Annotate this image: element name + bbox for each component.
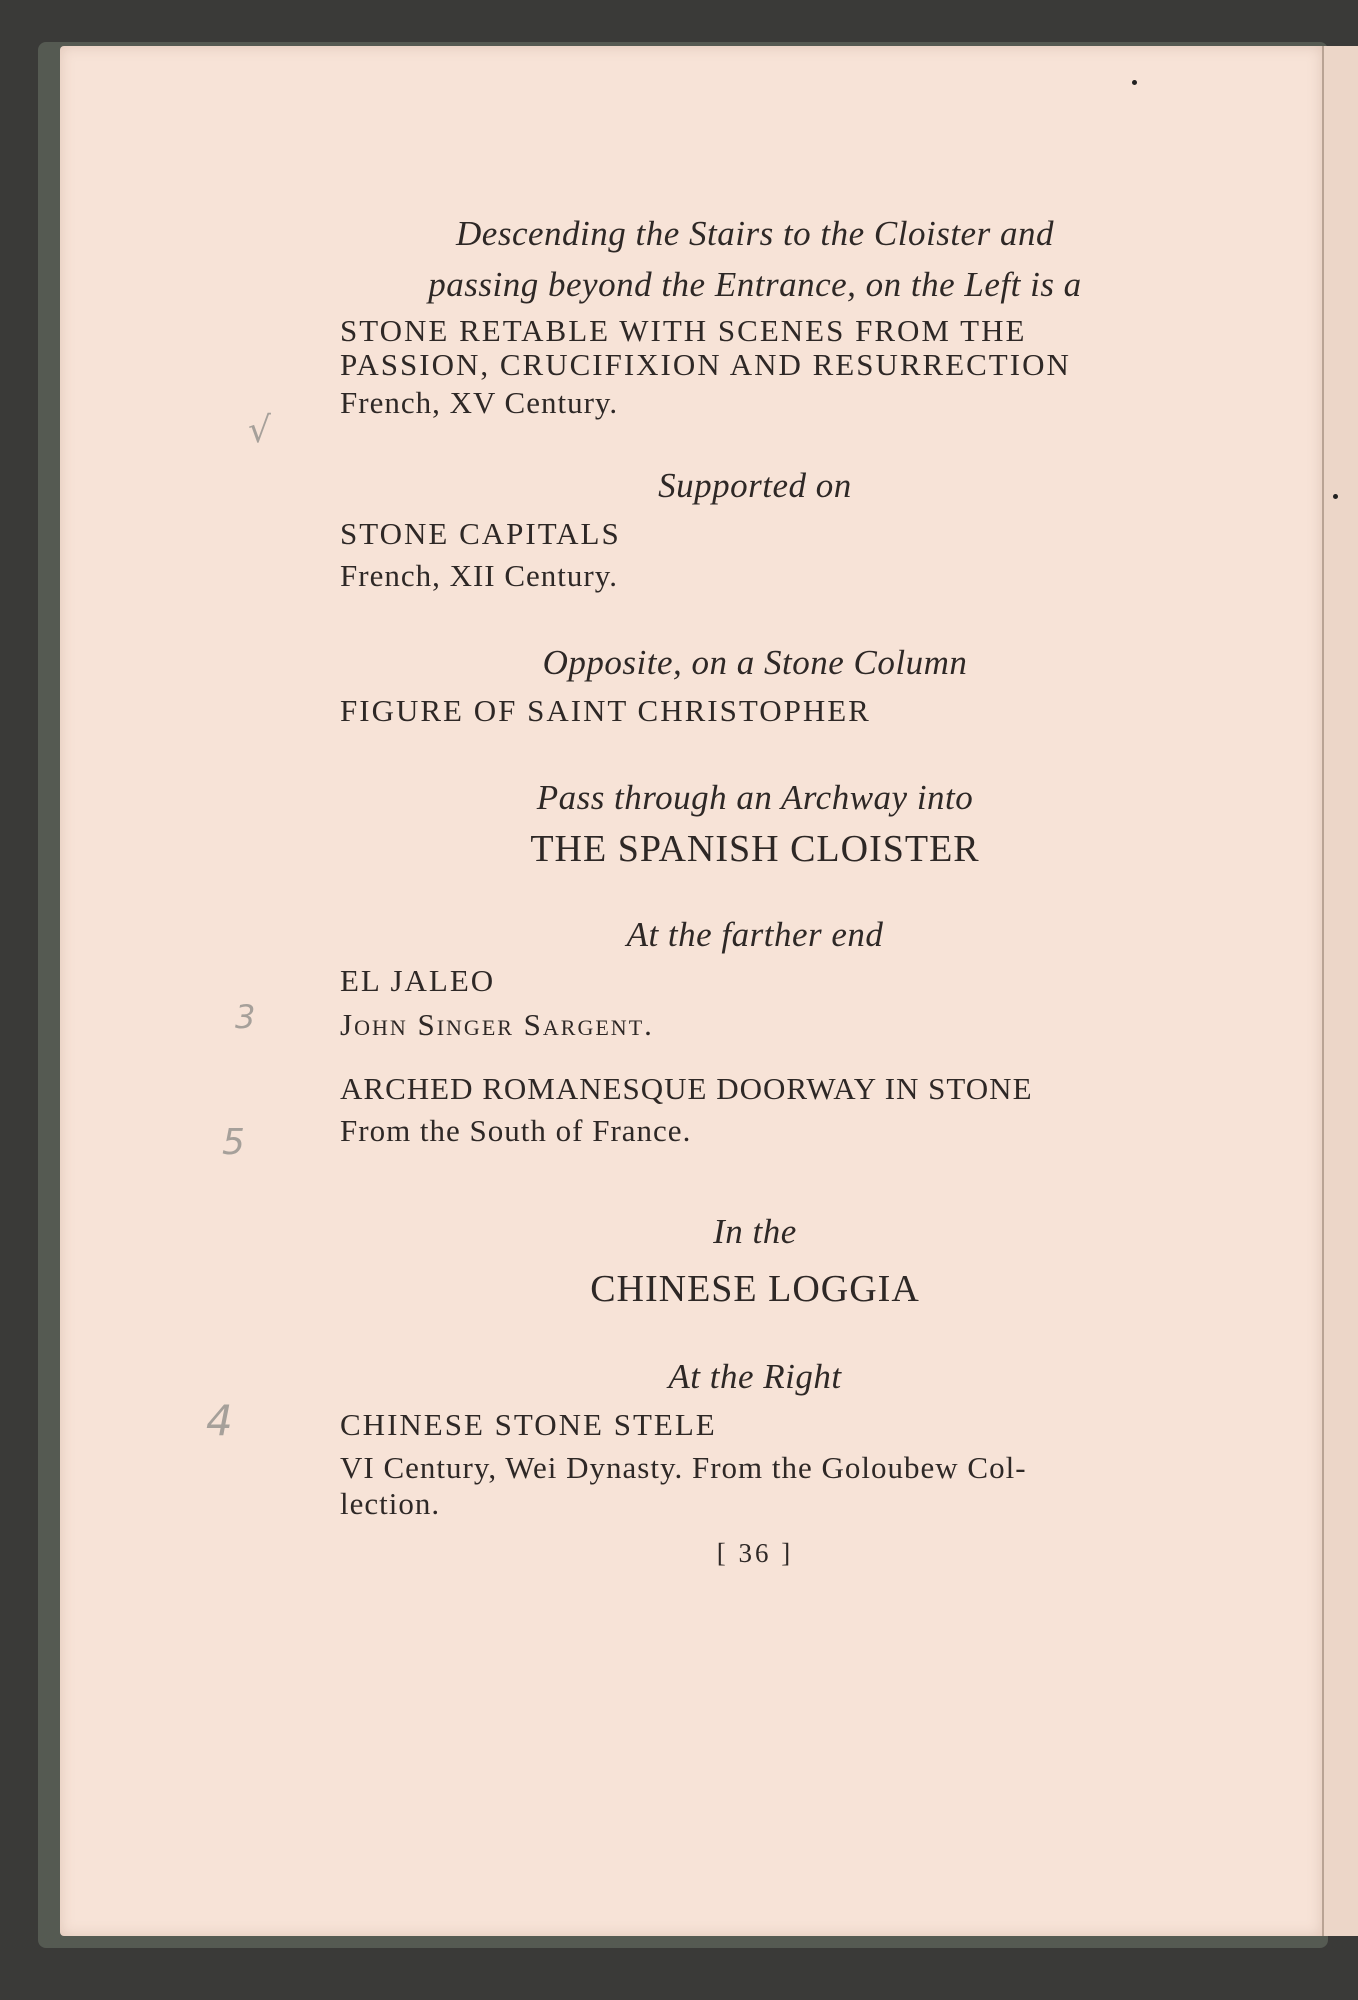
stele-description-line2: lection. [340, 1486, 441, 1521]
jaleo-title: EL JALEO [340, 963, 496, 998]
christopher-title: FIGURE OF SAINT CHRISTOPHER [340, 693, 871, 728]
facing-page-edge [1322, 46, 1358, 1936]
pencil-number-4: 4 [206, 1396, 233, 1445]
capitals-title: STONE CAPITALS [340, 516, 621, 551]
pencil-number-3: 3 [235, 998, 256, 1036]
room-heading-spanish-cloister: THE SPANISH CLOISTER [530, 828, 980, 870]
doorway-title: ARCHED ROMANESQUE DOORWAY IN STONE [340, 1071, 1033, 1106]
room-heading-chinese-loggia: CHINESE LOGGIA [590, 1268, 920, 1310]
ink-speck [1333, 494, 1338, 499]
direction-in-the: In the [713, 1212, 797, 1251]
retable-title-line2: PASSION, CRUCIFIXION AND RESURRECTION [340, 347, 1071, 382]
stele-description-line1: VI Century, Wei Dynasty. From the Goloubew Col- [340, 1450, 1027, 1485]
direction-farther-end: At the farther end [626, 915, 884, 954]
retable-origin: French, XV Century. [340, 385, 619, 420]
retable-title-line1: STONE RETABLE WITH SCENES FROM THE [340, 313, 1027, 348]
direction-archway: Pass through an Archway into [536, 778, 974, 817]
page-number: [ 36 ] [716, 1538, 794, 1568]
pencil-check-mark: √ [248, 410, 271, 451]
direction-descending-line1: Descending the Stairs to the Cloister and [456, 214, 1054, 253]
ink-speck [1132, 80, 1137, 85]
doorway-origin: From the South of France. [340, 1113, 692, 1148]
direction-descending-line2: passing beyond the Entrance, on the Left is a [428, 265, 1082, 304]
pencil-number-5: 5 [222, 1122, 245, 1163]
direction-supported-on: Supported on [658, 466, 852, 505]
direction-at-the-right: At the Right [668, 1357, 842, 1396]
capitals-origin: French, XII Century. [340, 558, 618, 593]
jaleo-artist: John Singer Sargent. [340, 1007, 654, 1042]
page-content [340, 208, 1170, 1569]
direction-opposite: Opposite, on a Stone Column [542, 643, 968, 682]
stele-title: CHINESE STONE STELE [340, 1407, 717, 1442]
